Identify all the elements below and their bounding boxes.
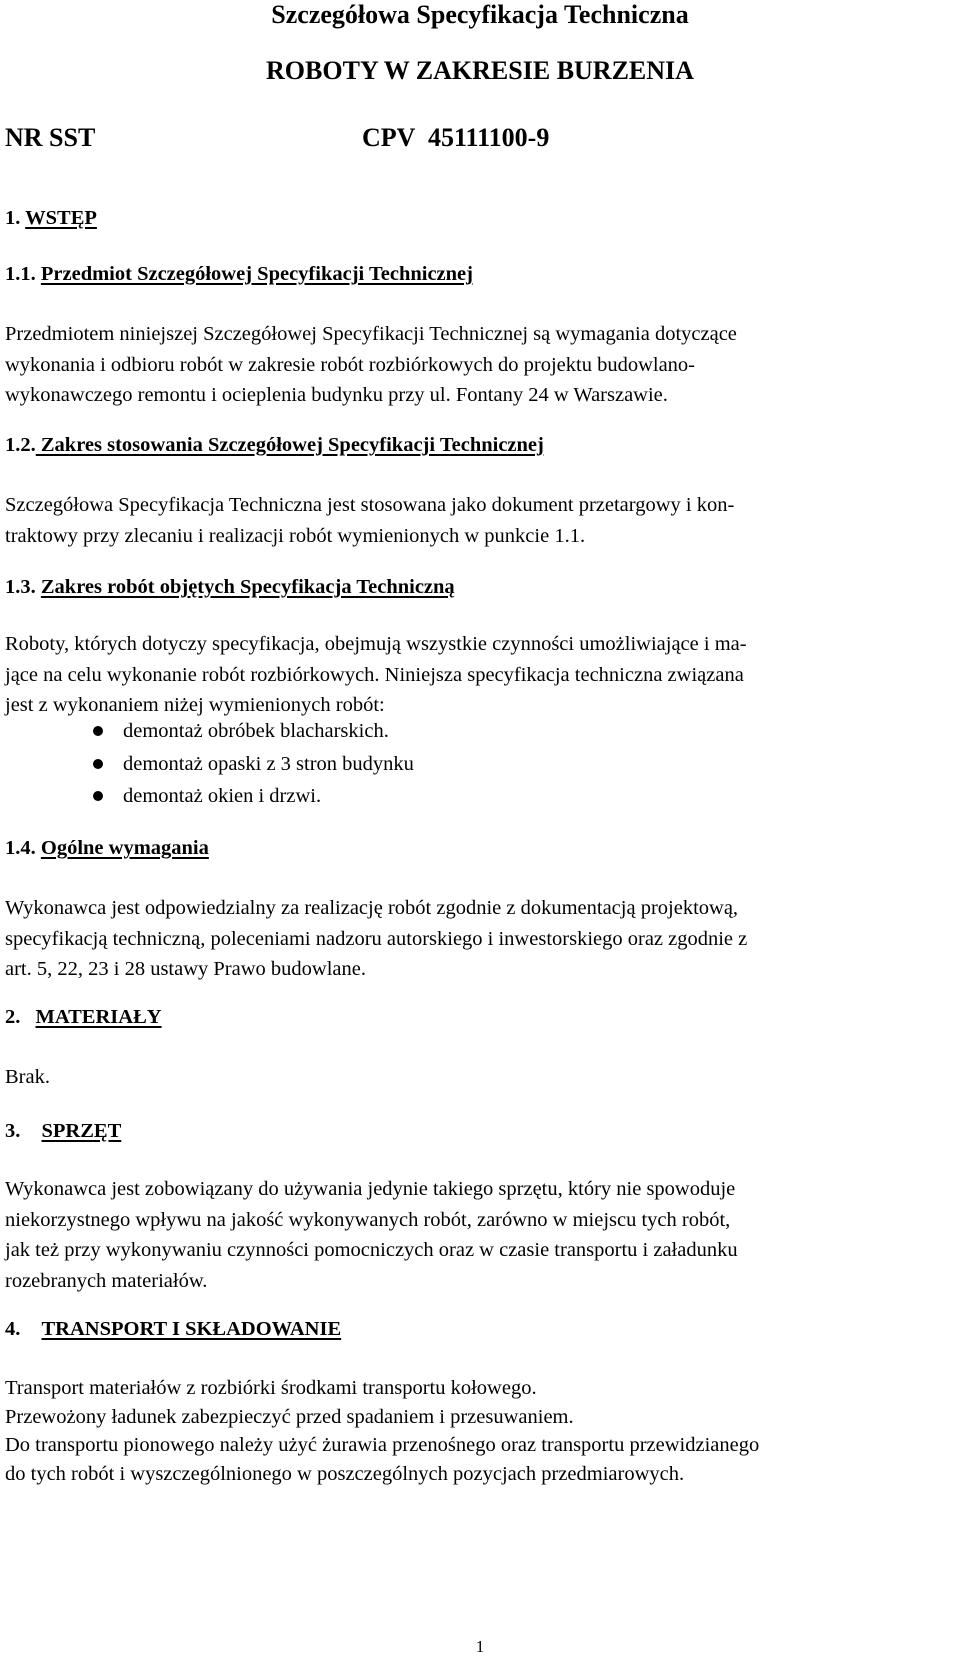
- section-1-1-body: [5, 319, 737, 411]
- section-1-3-heading: [5, 576, 455, 599]
- section-2-heading: [5, 1006, 162, 1029]
- section-title: SPRZĘT: [41, 1120, 122, 1142]
- bullet-icon: [93, 759, 103, 769]
- section-number: 1.1.: [5, 263, 36, 285]
- section-number: 1.: [5, 207, 21, 229]
- section-number: 1.2.: [5, 434, 36, 456]
- list-item-text: demontaż opaski z 3 stron budynku: [123, 752, 414, 775]
- section-1-2-heading: [5, 434, 544, 457]
- section-title: Ogólne wymagania: [40, 837, 209, 859]
- list-item: [0, 780, 960, 813]
- list-item: [0, 715, 960, 748]
- section-1-4-body: [5, 893, 747, 985]
- bullet-icon: [93, 726, 103, 736]
- document-subtitle: ROBOTY W ZAKRESIE BURZENIA: [266, 56, 694, 85]
- section-1-3-body: [5, 629, 747, 721]
- section-1-1-heading: [5, 263, 473, 286]
- section-1-heading: [5, 207, 97, 230]
- section-title: Zakres stosowania Szczegółowej Specyfikacji Technicznej: [35, 434, 544, 456]
- paragraph-line: jące na celu wykonanie robót rozbiórkowych. Niniejsza specyfikacja techniczna związana: [5, 663, 744, 686]
- section-1-4-heading: [5, 837, 209, 860]
- section-3-heading: [5, 1120, 121, 1143]
- paragraph-line: art. 5, 22, 23 i 28 ustawy Prawo budowlane.: [5, 958, 366, 980]
- paragraph-line: Roboty, których dotyczy specyfikacja, obejmują wszystkie czynności umożliwiające i ma-: [5, 633, 747, 655]
- paragraph-line: Przewożony ładunek zabezpieczyć przed spadaniem i przesuwaniem.: [5, 1405, 574, 1428]
- section-title: MATERIAŁY: [35, 1006, 162, 1028]
- section-4-heading: [5, 1318, 341, 1341]
- section-number: 1.3.: [5, 576, 36, 598]
- paragraph-line: Przedmiotem niniejszej Szczegółowej Specyfikacji Technicznej są wymagania dotyczące: [5, 323, 737, 345]
- paragraph-line: niekorzystnego wpływu na jakość wykonywanych robót, zarówno w miejscu tych robót,: [5, 1208, 731, 1231]
- paragraph-line: jak też przy wykonywaniu czynności pomocniczych oraz w czasie transportu i załadunku: [5, 1239, 738, 1261]
- paragraph-line: wykonawczego remontu i ocieplenia budynku przy ul. Fontany 24 w Warszawie.: [5, 384, 668, 406]
- paragraph-line: wykonania i odbioru robót w zakresie robót rozbiórkowych do projektu budowlano-: [5, 353, 696, 376]
- paragraph-line: traktowy przy zlecaniu i realizacji robót wymienionych w punkcie 1.1.: [5, 524, 586, 547]
- section-number: 4.: [5, 1318, 21, 1340]
- paragraph-line: Transport materiałów z rozbiórki środkami transportu kołowego.: [5, 1377, 537, 1399]
- section-title: Przedmiot Szczegółowej Specyfikacji Technicznej: [40, 263, 473, 285]
- cpv-code: CPV 45111100-9: [362, 123, 550, 152]
- section-4-body: [5, 1374, 759, 1488]
- section-title: Zakres robót objętych Specyfikacja Techniczną: [40, 576, 455, 598]
- section-number: 1.4.: [5, 837, 36, 859]
- paragraph-line: jest z wykonaniem niżej wymienionych robót:: [5, 694, 385, 716]
- page-number: 1: [475, 1637, 485, 1656]
- paragraph-line: Wykonawca jest odpowiedzialny za realizację robót zgodnie z dokumentacją projektową,: [5, 897, 739, 919]
- paragraph-line: Wykonawca jest zobowiązany do używania jedynie takiego sprzętu, który nie spowoduje: [5, 1178, 736, 1200]
- list-item-text: demontaż okien i drzwi.: [123, 785, 322, 807]
- section-number: 2.: [5, 1006, 21, 1028]
- section-number: 3.: [5, 1120, 21, 1142]
- section-title: WSTĘP: [25, 207, 97, 229]
- paragraph-line: do tych robót i wyszczególnionego w poszczególnych pozycjach przedmiarowych.: [5, 1462, 685, 1485]
- section-2-body: Brak.: [5, 1066, 50, 1088]
- works-list: [0, 715, 960, 813]
- section-title: TRANSPORT I SKŁADOWANIE: [41, 1318, 342, 1340]
- bullet-icon: [93, 791, 103, 801]
- section-3-body: [5, 1174, 738, 1296]
- list-item: [0, 748, 960, 781]
- paragraph-line: specyfikacją techniczną, poleceniami nadzoru autorskiego i inwestorskiego oraz zgodnie z: [5, 927, 748, 950]
- paragraph-line: Do transportu pionowego należy użyć żurawia przenośnego oraz transportu przewidzianego: [5, 1434, 760, 1456]
- paragraph-line: rozebranych materiałów.: [5, 1269, 208, 1292]
- document-title: Szczegółowa Specyfikacja Techniczna: [271, 0, 689, 29]
- paragraph-line: Szczegółowa Specyfikacja Techniczna jest stosowana jako dokument przetargowy i kon-: [5, 494, 735, 516]
- section-1-2-body: [5, 490, 734, 551]
- nr-sst-label: NR SST: [5, 123, 96, 152]
- list-item-text: demontaż obróbek blacharskich.: [123, 720, 389, 742]
